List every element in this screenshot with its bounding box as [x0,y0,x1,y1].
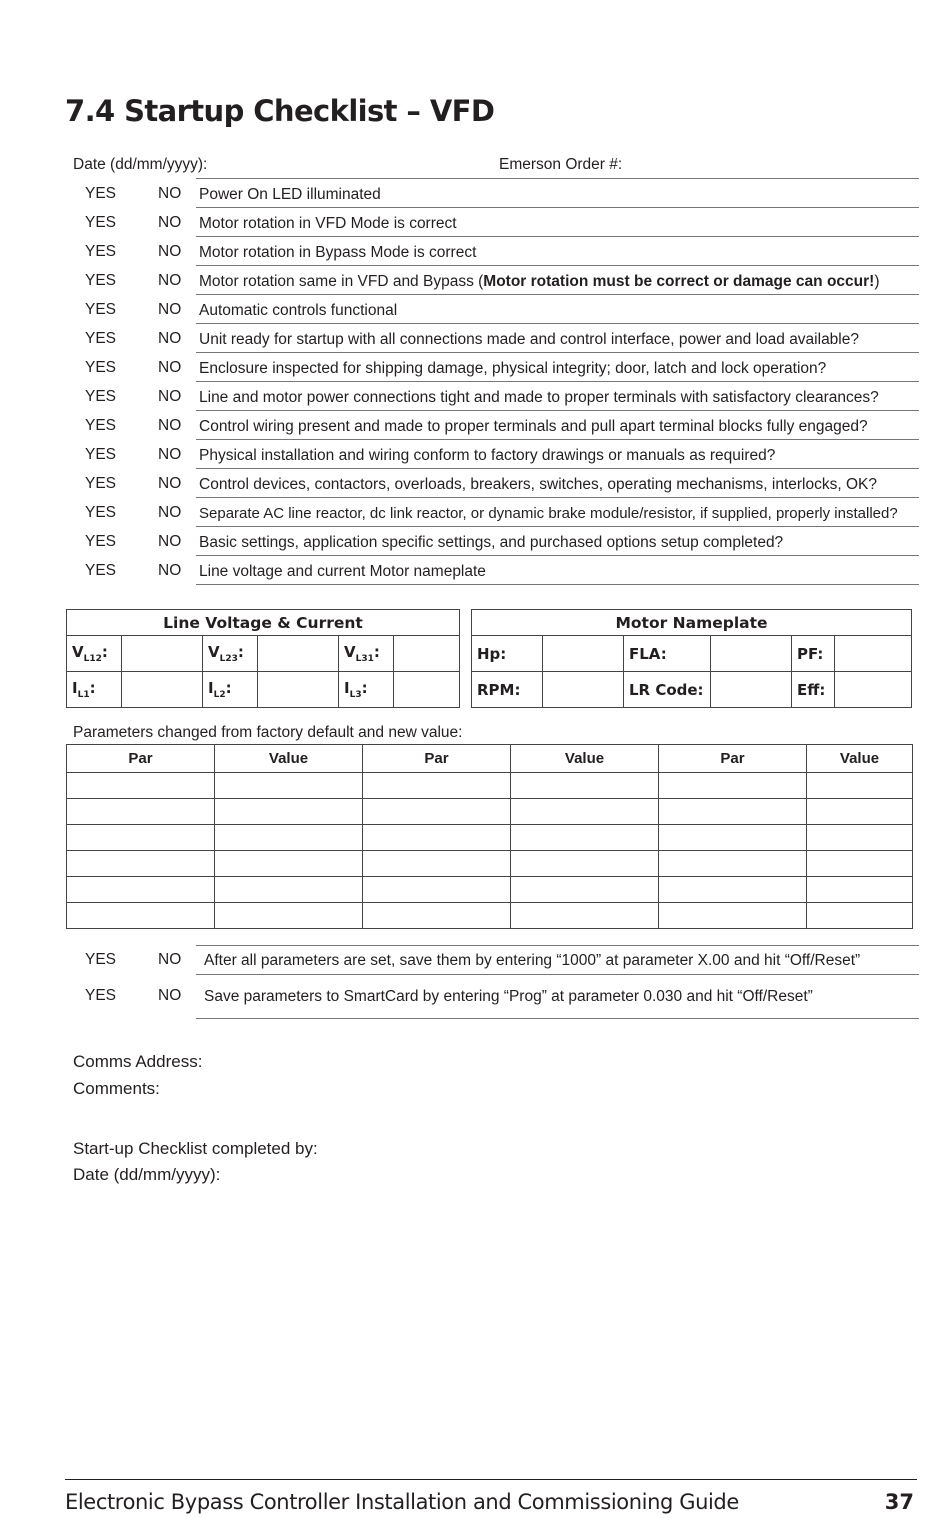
motor-nameplate-title: Motor Nameplate [472,610,912,636]
hp-field[interactable] [543,636,624,672]
footer-title: Electronic Bypass Controller Installation and Commissioning Guide [65,1490,739,1514]
row-divider [196,584,919,585]
yes-option[interactable]: YES [85,417,117,434]
value-header: Value [511,745,659,773]
no-option[interactable]: NO [158,388,182,405]
row-divider [196,439,919,440]
value-cell[interactable] [511,773,659,799]
row-divider [196,265,919,266]
checklist-item-text: Motor rotation in Bypass Mode is correct [199,244,477,261]
no-option[interactable]: NO [158,417,182,434]
par-cell[interactable] [363,799,511,825]
par-cell[interactable] [67,773,215,799]
checklist-item-text: Motor rotation in VFD Mode is correct [199,215,457,232]
par-cell[interactable] [363,825,511,851]
checklist-item-text: Control devices, contactors, overloads, breakers, switches, operating mechanisms, interlocks, OK? [199,476,877,493]
par-cell[interactable] [67,877,215,903]
par-cell[interactable] [363,851,511,877]
params-row [67,799,913,825]
params-row [67,851,913,877]
par-cell[interactable] [659,903,807,929]
checklist-item-text: Separate AC line reactor, dc link reactor, or dynamic brake module/resistor, if supplied, properly installed? [199,505,898,522]
row-divider [196,945,919,946]
par-cell[interactable] [67,851,215,877]
checklist-item-warning: Motor rotation must be correct or damage can occur! [483,273,875,290]
row-divider [196,1018,919,1019]
vl23-label: $V_{L23}$: [203,636,258,672]
il1-field[interactable] [122,672,203,708]
save-item-text: After all parameters are set, save them by entering “1000” at parameter X.00 and hit “Off/Reset” [204,952,861,969]
lr-code-field[interactable] [711,672,792,708]
checklist-item-text: Basic settings, application specific settings, and purchased options setup completed? [199,534,784,551]
motor-nameplate-table [471,609,912,708]
no-option[interactable]: NO [158,475,182,492]
vl12-label: $V_{L12}$: [67,636,122,672]
pf-field[interactable] [835,636,912,672]
value-cell[interactable] [807,773,913,799]
fla-field[interactable] [711,636,792,672]
row-divider [196,381,919,382]
no-option[interactable]: NO [158,446,182,463]
row-divider [196,526,919,527]
footer-divider [65,1479,917,1480]
params-row [67,877,913,903]
eff-field[interactable] [835,672,912,708]
checklist-item-text: Line and motor power connections tight and made to proper terminals with satisfactory clearances? [199,389,879,406]
yes-option[interactable]: YES [85,330,117,347]
order-number-label: Emerson Order #: [499,156,623,173]
line-voltage-title: Line Voltage & Current [67,610,460,636]
yes-option[interactable]: YES [85,475,117,492]
par-cell[interactable] [659,773,807,799]
value-cell[interactable] [511,903,659,929]
value-cell[interactable] [215,799,363,825]
no-option[interactable]: NO [158,359,182,376]
no-option[interactable]: NO [158,562,182,579]
value-cell[interactable] [807,825,913,851]
vl31-label: $V_{L31}$: [339,636,394,672]
no-option[interactable]: NO [158,185,182,202]
pf-label: PF: [792,636,835,672]
il3-field[interactable] [394,672,460,708]
il2-field[interactable] [258,672,339,708]
value-cell[interactable] [511,877,659,903]
row-divider [196,974,919,975]
value-cell[interactable] [215,851,363,877]
comms-address-label: Comms Address: [73,1052,203,1071]
row-divider [196,323,919,324]
vl31-field[interactable] [394,636,460,672]
row-divider [196,236,919,237]
no-option[interactable]: NO [158,243,182,260]
row-divider [196,410,919,411]
checklist-item-text: Unit ready for startup with all connections made and control interface, power and load available? [199,331,859,348]
checklist-item-text: Automatic controls functional [199,302,398,319]
no-option[interactable]: NO [158,533,182,550]
vl12-field[interactable] [122,636,203,672]
no-option[interactable]: NO [158,987,182,1004]
vl23-field[interactable] [258,636,339,672]
hp-label: Hp: [472,636,543,672]
params-label: Parameters changed from factory default and new value: [73,724,463,741]
value-cell[interactable] [807,799,913,825]
value-cell[interactable] [215,825,363,851]
value-cell[interactable] [807,877,913,903]
completion-date-label: Date (dd/mm/yyyy): [73,1165,221,1184]
value-header: Value [807,745,913,773]
no-option[interactable]: NO [158,330,182,347]
no-option[interactable]: NO [158,301,182,318]
lr-code-label: LR Code: [624,672,711,708]
params-row [67,773,913,799]
par-cell[interactable] [67,799,215,825]
value-cell[interactable] [807,851,913,877]
save-item-text: Save parameters to SmartCard by entering “Prog” at parameter 0.030 and hit “Off/Reset” [204,988,813,1005]
il1-label: $I_{L1}$: [67,672,122,708]
value-header: Value [215,745,363,773]
il3-label: $I_{L3}$: [339,672,394,708]
row-divider [196,555,919,556]
par-cell[interactable] [363,773,511,799]
checklist-item-text: Power On LED illuminated [199,186,381,203]
yes-option[interactable]: YES [85,214,117,231]
value-cell[interactable] [215,877,363,903]
no-option[interactable]: NO [158,504,182,521]
value-cell[interactable] [215,773,363,799]
yes-option[interactable]: YES [85,446,117,463]
yes-option[interactable]: YES [85,951,117,968]
row-divider [196,497,919,498]
yes-option[interactable]: YES [85,504,117,521]
eff-label: Eff: [792,672,835,708]
par-cell[interactable] [659,851,807,877]
yes-option[interactable]: YES [85,359,117,376]
checklist-item-text: Line voltage and current Motor nameplate [199,563,486,580]
yes-option[interactable]: YES [85,987,117,1004]
yes-option[interactable]: YES [85,388,117,405]
checklist-item-text: Enclosure inspected for shipping damage, physical integrity; door, latch and lock operation? [199,360,827,377]
par-cell[interactable] [67,903,215,929]
par-cell[interactable] [363,877,511,903]
value-cell[interactable] [511,825,659,851]
par-cell[interactable] [659,799,807,825]
checklist-item-text: Control wiring present and made to proper terminals and pull apart terminal blocks fully engaged? [199,418,868,435]
fla-label: FLA: [624,636,711,672]
params-table [66,744,913,929]
row-divider [196,294,919,295]
par-header: Par [363,745,511,773]
par-cell[interactable] [659,877,807,903]
no-option[interactable]: NO [158,214,182,231]
completed-by-label: Start-up Checklist completed by: [73,1139,318,1158]
yes-option[interactable]: YES [85,243,117,260]
row-divider [196,468,919,469]
page-title: 7.4 Startup Checklist – VFD [65,94,495,128]
il2-label: $I_{L2}$: [203,672,258,708]
params-row [67,903,913,929]
comments-label: Comments: [73,1079,160,1098]
par-cell[interactable] [659,825,807,851]
row-divider [196,352,919,353]
rpm-label: RPM: [472,672,543,708]
value-cell[interactable] [215,903,363,929]
header-divider [196,178,919,179]
params-row [67,825,913,851]
line-voltage-table [66,609,460,708]
no-option[interactable]: NO [158,951,182,968]
no-option[interactable]: NO [158,272,182,289]
rpm-field[interactable] [543,672,624,708]
checklist-item-text: Motor rotation same in VFD and Bypass (Motor rotation must be correct or damage can occur!) [199,273,880,290]
checklist-item-text: Physical installation and wiring conform to factory drawings or manuals as required? [199,447,776,464]
par-header: Par [659,745,807,773]
row-divider [196,207,919,208]
yes-option[interactable]: YES [85,562,117,579]
yes-option[interactable]: YES [85,301,117,318]
value-cell[interactable] [807,903,913,929]
yes-option[interactable]: YES [85,185,117,202]
par-header: Par [67,745,215,773]
value-cell[interactable] [511,799,659,825]
par-cell[interactable] [363,903,511,929]
yes-option[interactable]: YES [85,533,117,550]
date-label: Date (dd/mm/yyyy): [73,156,208,173]
yes-option[interactable]: YES [85,272,117,289]
page-number: 37 [884,1490,914,1514]
par-cell[interactable] [67,825,215,851]
value-cell[interactable] [511,851,659,877]
